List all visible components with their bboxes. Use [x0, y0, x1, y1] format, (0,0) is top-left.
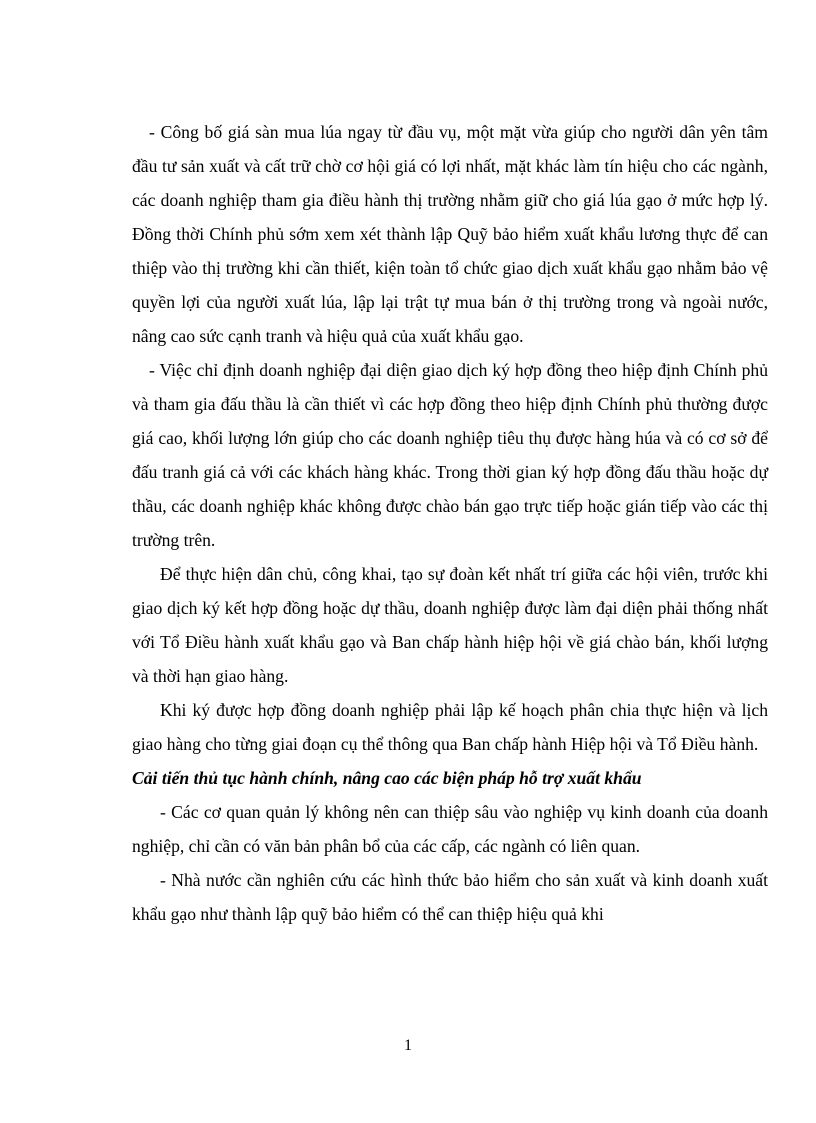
paragraph-contract-plan: Khi ký được hợp đồng doanh nghiệp phải lập kế hoạch phân chia thực hiện và lịch giao hàng cho từng giai đoạn cụ thể thông qua Ban chấp hành Hiệp hội và Tổ Điều hành.	[132, 700, 768, 754]
paragraph-floor-price: - Công bố giá sàn mua lúa ngay từ đầu vụ, một mặt vừa giúp cho người dân yên tâm đầu tư sản xuất và cất trữ chờ cơ hội giá có lợi nhất, mặt khác làm tín hiệu cho các ngành, các doanh nghiệp tham gia điều hành thị trường nhằm giữ cho giá lúa gạo ở mức hợp lý. Đồng thời Chính phủ sớm xem xét thành lập Quỹ bảo hiểm xuất khẩu lương thực để can thiệp vào thị trường khi cần thiết, kiện toàn tổ chức giao dịch xuất khẩu gạo nhằm bảo vệ quyền lợi của người xuất lúa, lập lại trật tự mua bán ở thị trường trong và ngoài nước, nâng cao sức cạnh tranh và hiệu quả của xuất khẩu gạo.	[132, 122, 768, 346]
document-body	[132, 115, 768, 931]
paragraph-democracy: Để thực hiện dân chủ, công khai, tạo sự đoàn kết nhất trí giữa các hội viên, trước khi giao dịch ký kết hợp đồng hoặc dự thầu, doanh nghiệp được làm đại diện phải thống nhất với Tổ Điều hành xuất khẩu gạo và Ban chấp hành hiệp hội về giá chào bán, khối lượng và thời hạn giao hàng.	[132, 564, 768, 686]
paragraph-insurance: - Nhà nước cần nghiên cứu các hình thức bảo hiểm cho sản xuất và kinh doanh xuất khẩu gạo như thành lập quỹ bảo hiểm có thể can thiệp hiệu quả khi	[132, 870, 768, 924]
paragraph-designated-enterprise: - Việc chỉ định doanh nghiệp đại diện giao dịch ký hợp đồng theo hiệp định Chính phủ và tham gia đấu thầu là cần thiết vì các hợp đồng theo hiệp định Chính phủ thường được giá cao, khối lượng lớn giúp cho các doanh nghiệp tiêu thụ được hàng húa và có cơ sở để đấu tranh giá cả với các khách hàng khác. Trong thời gian ký hợp đồng đấu thầu hoặc dự thầu, các doanh nghiệp khác không được chào bán gạo trực tiếp hoặc gián tiếp vào các thị trường trên.	[132, 360, 768, 550]
page-number: 1	[404, 1037, 412, 1054]
paragraph-management-agencies: - Các cơ quan quản lý không nên can thiệp sâu vào nghiệp vụ kinh doanh của doanh nghiệp, chỉ cần có văn bản phân bổ của các cấp, các ngành có liên quan.	[132, 802, 768, 856]
section-heading: Cải tiến thủ tục hành chính, nâng cao các biện pháp hỗ trợ xuất khẩu	[132, 768, 642, 788]
